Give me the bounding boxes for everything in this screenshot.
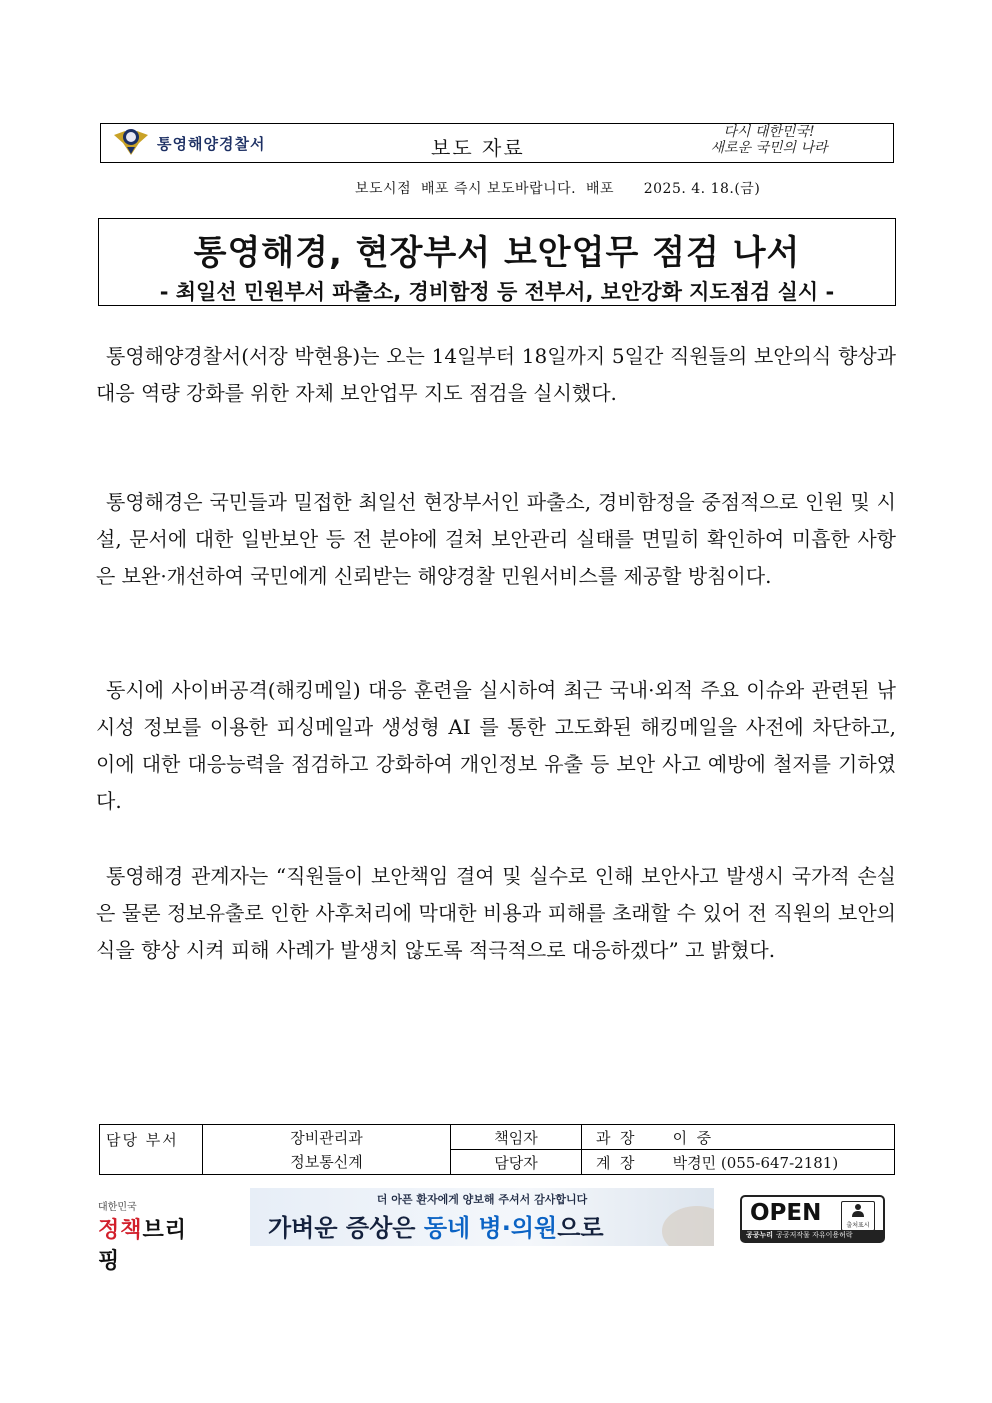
banner-text-part3: 으로 [557, 1214, 604, 1242]
open-bar-text: 공공저작물 자유이용허락 [776, 1231, 853, 1239]
subheadline: - 최일선 민원부서 파출소, 경비함정 등 전부서, 보안강화 지도점검 실시 - [159, 280, 835, 304]
doc-type: 보도 자료 [431, 136, 525, 160]
dept-label: 담당 부서 [100, 1125, 203, 1175]
open-bar-bold: 공공누리 [746, 1231, 774, 1239]
slogan [669, 124, 869, 162]
org-name: 통영해양경찰서 [157, 134, 266, 153]
role-responsible: 책임자 [451, 1125, 582, 1150]
dept-name [203, 1125, 451, 1175]
open-text: OPEN [750, 1200, 822, 1226]
body-paragraph-2: 통영해경은 국민들과 밀접한 최일선 현장부서인 파출소, 경비함정을 중점적으로 인원 및 시설, 문서에 대한 일반보안 등 전 분야에 걸쳐 보안관리 실태를 면밀히 확인하여 미흡한 사항은 보완·개선하여 국민에게 신뢰받는 해양경찰 민원서비스를 제공할 방침이다. [96, 490, 896, 588]
dept-name-line2: 정보통신계 [290, 1152, 363, 1171]
campaign-banner [250, 1188, 714, 1246]
banner-top-text: 더 아픈 환자에게 양보해 주셔서 감사합니다 [376, 1193, 588, 1206]
slogan-line2: 새로운 국민의 나라 [710, 140, 828, 156]
dept-name-line1: 장비관리과 [290, 1128, 363, 1147]
person-icon [851, 1203, 865, 1217]
attribution-label: 출처표시 [846, 1222, 870, 1229]
banner-text-highlight: 동네 병·의원 [423, 1214, 558, 1242]
release-line: 보도시점 배포 즉시 보도바랍니다. 배포 2025. 4. 18.(금) [355, 181, 761, 197]
briefing-small-text: 대한민국 [98, 1202, 137, 1213]
briefing-title [98, 1213, 206, 1275]
banner-text-part1: 가벼운 증상은 [268, 1214, 424, 1242]
title-box [98, 218, 896, 306]
press-header [100, 123, 894, 163]
role-contact: 담당자 [451, 1150, 582, 1175]
contact-table [99, 1124, 895, 1175]
banner-illustration [662, 1206, 714, 1246]
table-row [100, 1125, 895, 1150]
headline: 통영해경, 현장부서 보안업무 점검 나서 [193, 233, 801, 273]
slogan-line1: 다시 대한민국! [723, 124, 815, 140]
body-paragraph-1: 통영해양경찰서(서장 박현용)는 오는 14일부터 18일까지 5일간 직원들의 보안의식 향상과 대응 역량 강화를 위한 자체 보안업무 지도 점검을 실시했다. [96, 344, 896, 405]
body-paragraph-4: 통영해경 관계자는 “직원들이 보안책임 결여 및 실수로 인해 보안사고 발생시 국가적 손실은 물론 정보유출로 인한 사후처리에 막대한 비용과 피해를 초래할 수 있어 전 직원의 보안의식을 향상 시켜 피해 사례가 발생치 않도록 적극적으로 대응하겠다” 고 밝혔다. [96, 864, 896, 962]
police-emblem-icon [113, 125, 149, 161]
body-paragraph-3: 동시에 사이버공격(해킹메일) 대응 훈련을 실시하여 최근 국내·외적 주요 이슈와 관련된 낚시성 정보를 이용한 피싱메일과 생성형 AI 를 통한 고도화된 해킹메일을 사전에 차단하고, 이에 대한 대응능력을 점검하고 강화하여 개인정보 유출 등 보안 사고 예방에 철저를 기하였다. [96, 678, 896, 813]
attribution-badge [841, 1201, 875, 1231]
briefing-red-text: 정책 [98, 1218, 143, 1243]
briefing-black-text: 브리핑 [98, 1218, 188, 1274]
banner-main-text [268, 1208, 604, 1243]
policy-briefing-logo [98, 1198, 206, 1274]
open-license-bar [742, 1230, 883, 1241]
org-logo [113, 128, 265, 158]
kogl-open-logo [740, 1195, 885, 1243]
info-responsible: 과 장 이 중 [582, 1125, 895, 1150]
info-contact: 계 장 박경민 (055-647-2181) [582, 1150, 895, 1175]
